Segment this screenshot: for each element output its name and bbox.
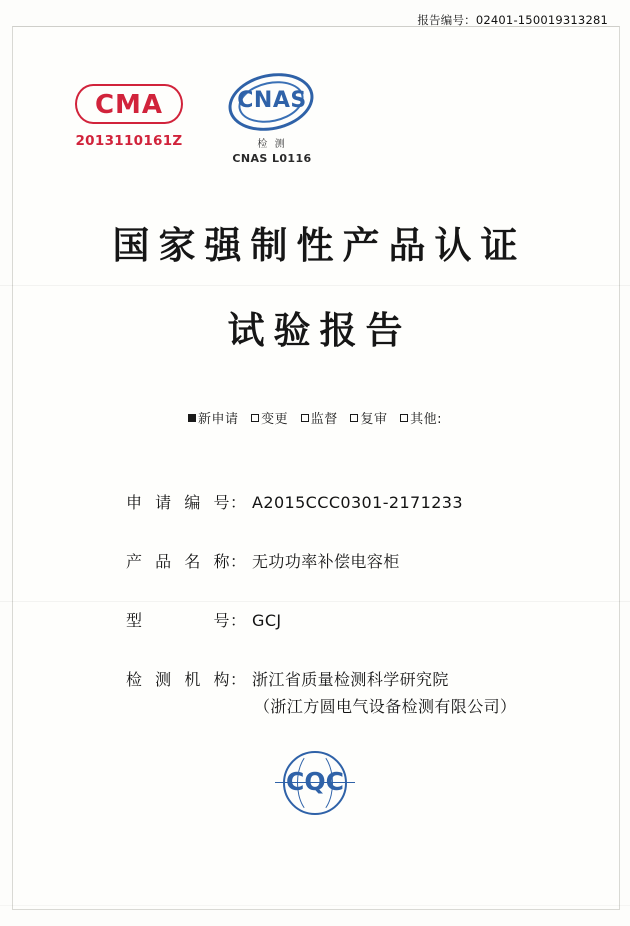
cnas-logo [212, 72, 332, 165]
checkbox-icon[interactable] [350, 414, 358, 422]
scan-crease [0, 285, 630, 286]
field-colon: ： [230, 493, 247, 512]
field-colon: ： [230, 670, 247, 689]
checkbox-checked-icon[interactable] [188, 414, 196, 422]
scan-crease [0, 905, 630, 906]
cma-certificate-code: 2013110161Z [75, 133, 183, 149]
checkbox-icon[interactable] [301, 414, 309, 422]
cnas-logo-subtext: 检 测 [257, 139, 287, 150]
cma-logo [70, 84, 188, 149]
cnas-globe-icon [226, 72, 318, 134]
application-type-option-new[interactable] [188, 408, 239, 427]
cnas-logo-text: CNAS [237, 88, 307, 113]
application-type-option-other[interactable] [400, 408, 442, 427]
field-label: 型号 [126, 611, 230, 630]
field-colon: ： [230, 611, 247, 630]
field-value: 浙江省质量检测科学研究院 [252, 670, 449, 689]
field-label: 检测机构 [126, 670, 230, 689]
checkbox-icon[interactable] [251, 414, 259, 422]
option-label: 复审 [360, 412, 388, 427]
accreditation-logos [0, 72, 630, 182]
field-label: 产品名称 [126, 552, 230, 571]
report-fields [126, 490, 570, 717]
cqc-logo-text: CQC [286, 767, 344, 796]
application-type-row [0, 408, 630, 427]
option-label: 其他: [410, 412, 442, 427]
field-colon: ： [230, 552, 247, 571]
cnas-accreditation-id: CNAS L0116 [232, 152, 312, 165]
report-number-value: 02401-150019313281 [475, 13, 608, 27]
application-type-option-change[interactable] [251, 408, 288, 427]
document-title-line2: 试验报告 [227, 309, 412, 352]
option-label: 变更 [261, 412, 289, 427]
application-type-option-review[interactable] [350, 408, 387, 427]
field-value: GCJ [252, 611, 282, 630]
document-title-line1: 国家强制性产品认证 [112, 224, 527, 267]
field-value: A2015CCC0301-2171233 [252, 493, 463, 512]
field-product-name [126, 549, 570, 572]
cma-logo-text: CMA [94, 90, 164, 120]
cqc-globe-icon [269, 748, 361, 818]
option-label: 新申请 [197, 412, 239, 427]
checkbox-icon[interactable] [400, 414, 408, 422]
cqc-logo [0, 748, 630, 818]
option-label: 监督 [310, 412, 338, 427]
field-model [126, 608, 570, 631]
field-testing-organization [126, 667, 570, 690]
field-label: 申请编号 [126, 493, 230, 512]
field-application-number [126, 490, 570, 513]
report-number [417, 12, 608, 28]
cma-logo-icon [75, 84, 183, 124]
field-testing-organization-subvalue: （浙江方圆电气设备检测有限公司） [254, 697, 517, 716]
field-value: 无功功率补偿电容柜 [252, 552, 400, 571]
application-type-option-supervision[interactable] [301, 408, 338, 427]
report-number-label: 报告编号： [417, 13, 476, 27]
